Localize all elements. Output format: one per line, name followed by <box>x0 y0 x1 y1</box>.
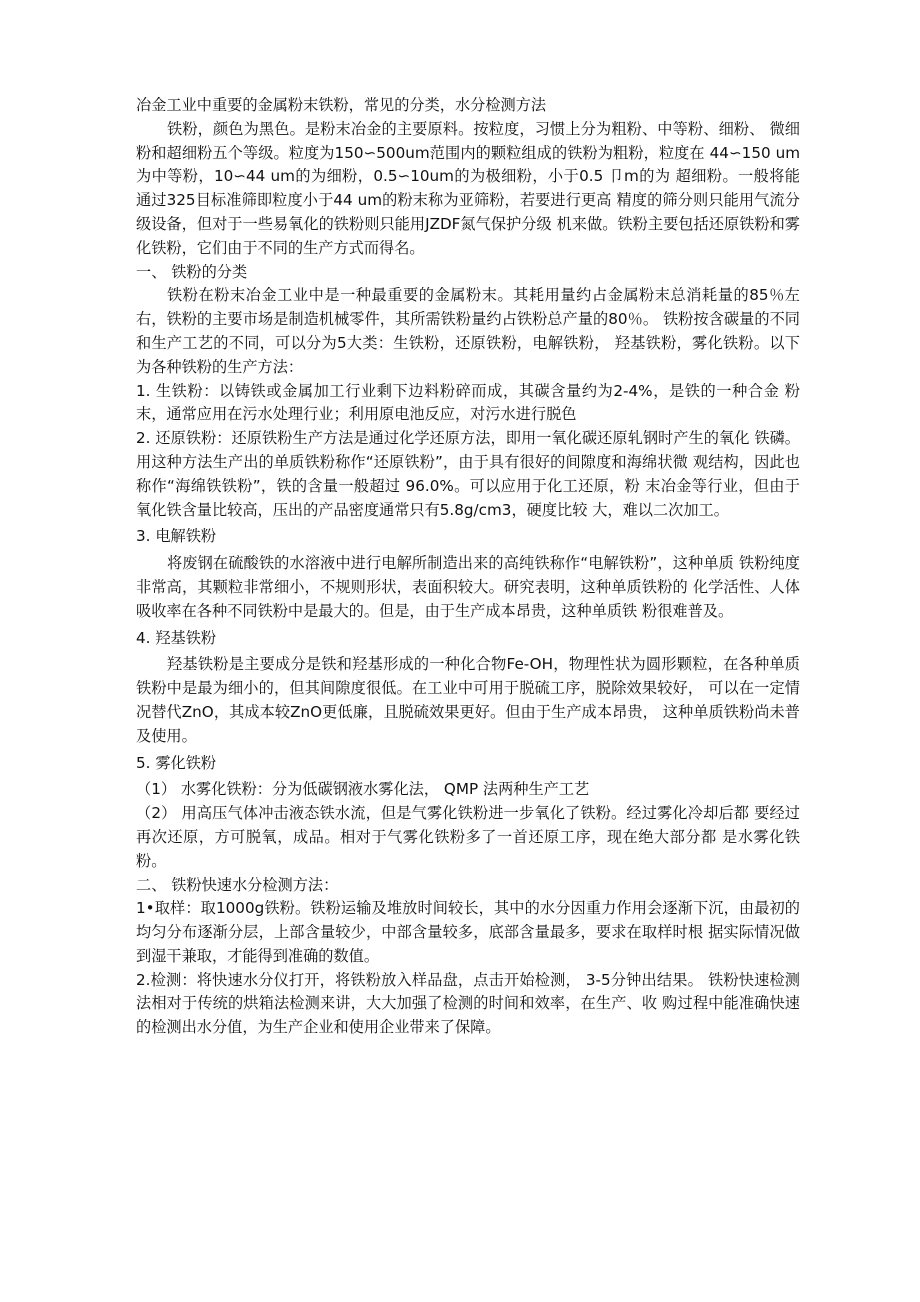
intro-paragraph: 铁粉，颜色为黑色。是粉末冶金的主要原料。按粒度，习惯上分为粗粉、中等粉、细粉、 微细粉和超细粉五个等级。粒度为150∽500um范围内的颗粒组成的铁粉为粗粉，粒度在 44∽150 um为中等粉，10∽44 um的为细粉，0.5∽10um的为极细粉，小于0.5 卩m的为 超细粉。一般将能通过325目标准筛即粒度小于44 um的粉末称为亚筛粉，若要进行更高 精度的筛分则只能用气流分级设备，但对于一些易氧化的铁粉则只能用JZDF氮气保护分级 机来做。铁粉主要包括还原铁粉和雾化铁粉，它们由于不同的生产方式而得名。 <box>136 119 800 257</box>
gas-atomized-item: （2） 用高压气体冲击液态铁水流，但是气雾化铁粉进一步氧化了铁粉。经过雾化冷却后都 要经过再次还原，方可脱氧，成品。相对于气雾化铁粉多了一首还原工序，现在绝大部分都 是水雾化铁粉。 <box>136 804 800 870</box>
section2-heading: 二、 铁粉快速水分检测方法： <box>136 875 339 894</box>
atomized-iron-heading: 5. 雾化铁粉 <box>136 753 217 772</box>
pig-iron-powder-item: 1. 生铁粉：以铸铁或金属加工行业剩下边料粉碎而成，其碳含量约为2-4%，是铁的一种合金 粉末，通常应用在污水处理行业；利用原电池反应，对污水进行脱色 <box>136 381 800 424</box>
electrolytic-iron-body: 将废钢在硫酸铁的水溶液中进行电解所制造出来的高纯铁称作“电解铁粉”，这种单质 铁粉纯度非常高，其颗粒非常细小，不规则形状，表面积较大。研究表明，这种单质铁粉的 化学活性、人体吸收率在各种不同铁粉中是最大的。但是，由于生产成本昂贵，这种单质铁 粉很难普及。 <box>136 554 800 620</box>
carbonyl-iron-body: 羟基铁粉是主要成分是铁和羟基形成的一种化合物Fe-OH，物理性状为圆形颗粒，在各种单质铁粉中是最为细小的，但其间隙度很低。在工业中可用于脱硫工序，脱除效果较好， 可以在一定情况替代ZnO，其成本较ZnO更低廉，且脱硫效果更好。但由于生产成本昂贵， 这种单质铁粉尚未普及使用。 <box>136 655 800 745</box>
section1-heading: 一、 铁粉的分类 <box>136 262 248 281</box>
reduced-iron-powder-item: 2. 还原铁粉：还原铁粉生产方法是通过化学还原方法，即用一氧化碳还原轧钢时产生的氧化 铁磷。用这种方法生产出的单质铁粉称作“还原铁粉”，由于具有很好的间隙度和海绵状微 观结构，因此也称作“海绵铁铁粉”，铁的含量一般超过 96.0%。可以应用于化工还原，粉 末冶金等行业，但由于氧化铁含量比较高，压出的产品密度通常只有5.8g/cm3，硬度比较 大，难以二次加工。 <box>136 429 800 519</box>
document-title: 冶金工业中重要的金属粉末铁粉，常见的分类，水分检测方法 <box>136 96 547 114</box>
section1-intro: 铁粉在粉末冶金工业中是一种最重要的金属粉末。其耗用量约占金属粉末总消耗量的85％左右，铁粉的主要市场是制造机械零件，其所需铁粉量约占铁粉总产量的80％。 铁粉按含碳量的不同和生产工艺的不同，可以分为5大类：生铁粉，还原铁粉，电解铁粉， 羟基铁粉，雾化铁粉。以下为各种铁粉的生产方法： <box>136 286 800 376</box>
document-body <box>136 94 800 1040</box>
electrolytic-iron-heading: 3. 电解铁粉 <box>136 527 217 546</box>
water-atomized-item: （1） 水雾化铁粉：分为低碳钢液水雾化法， QMP 法两种生产工艺 <box>136 780 590 799</box>
carbonyl-iron-heading: 4. 羟基铁粉 <box>136 628 217 647</box>
detection-step: 2.检测：将快速水分仪打开，将铁粉放入样品盘，点击开始检测， 3-5分钟出结果。 铁粉快速检测法相对于传统的烘箱法检测来讲，大大加强了检测的时间和效率，在生产、收 购过程中能准确快速的检测出水分值，为生产企业和使用企业带来了保障。 <box>136 970 800 1037</box>
sampling-step: 1•取样：取1000g铁粉。铁粉运输及堆放时间较长，其中的水分因重力作用会逐渐下沉，由最初的均匀分布逐渐分层，上部含量较少，中部含量较多，底部含量最多，要求在取样时根 据实际情况做到湿干兼取，才能得到准确的数值。 <box>136 899 800 965</box>
